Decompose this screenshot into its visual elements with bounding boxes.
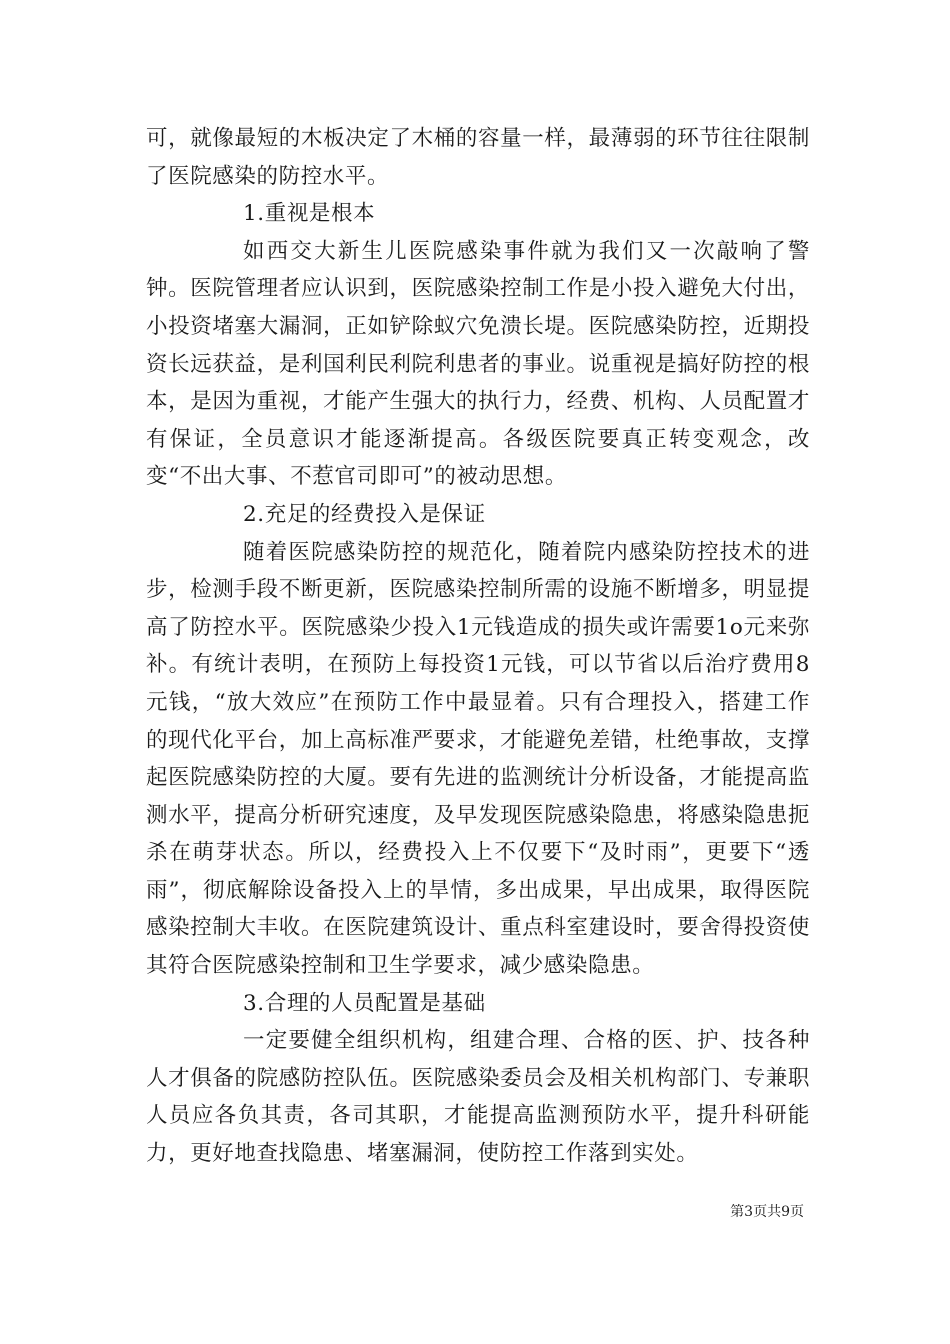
section-heading-2: 2.充足的经费投入是保证 — [243, 501, 486, 527]
section-heading-3: 3.合理的人员配置是基础 — [243, 990, 486, 1016]
document-body — [146, 120, 810, 1173]
paragraph-importance: 如西交大新生儿医院感染事件就为我们又一次敲响了警钟。医院管理者应认识到，医院感染控制工作是小投入避免大付出，小投资堵塞大漏洞，正如铲除蚁穴免溃长堤。医院感染防控，近期投资长远获益，是利国利民利院利患者的事业。说重视是搞好防控的根本，是因为重视，才能产生强大的执行力，经费、机构、人员配置才有保证，全员意识才能逐渐提高。各级医院要真正转变观念，改变“不出大事、不惹官司即可”的被动思想。 — [146, 238, 810, 490]
paragraph-funding: 随着医院感染防控的规范化，随着院内感染防控技术的进步，检测手段不断更新，医院感染控制所需的设施不断增多，明显提高了防控水平。医院感染少投入1元钱造成的损失或许需要1o元来弥补。有统计表明，在预防上每投资1元钱，可以节省以后治疗费用8元钱，“放大效应”在预防工作中最显着。只有合理投入，搭建工作的现代化平台，加上高标准严要求，才能避免差错，杜绝事故，支撑起医院感染防控的大厦。要有先进的监测统计分析设备，才能提高监测水平，提高分析研究速度，及早发现医院感染隐患，将感染隐患扼杀在萌芽状态。所以，经费投入上不仅要下“及时雨”，更要下“透雨”，彻底解除设备投入上的旱情，多出成果，早出成果，取得医院感染控制大丰收。在医院建筑设计、重点科室建设时，要舍得投资使其符合医院感染控制和卫生学要求，减少感染隐患。 — [146, 539, 810, 979]
paragraph-staffing: 一定要健全组织机构，组建合理、合格的医、护、技各种人才俱备的院感防控队伍。医院感染委员会及相关机构部门、专兼职人员应各负其责，各司其职，才能提高监测预防水平，提升科研能力，更好地查找隐患、堵塞漏洞，使防控工作落到实处。 — [146, 1028, 810, 1167]
page-number-footer: 第3页共9页 — [730, 1204, 804, 1220]
paragraph-continuation: 可，就像最短的木板决定了木桶的容量一样，最薄弱的环节往往限制了医院感染的防控水平。 — [146, 126, 810, 189]
section-heading-1: 1.重视是根本 — [243, 201, 376, 227]
